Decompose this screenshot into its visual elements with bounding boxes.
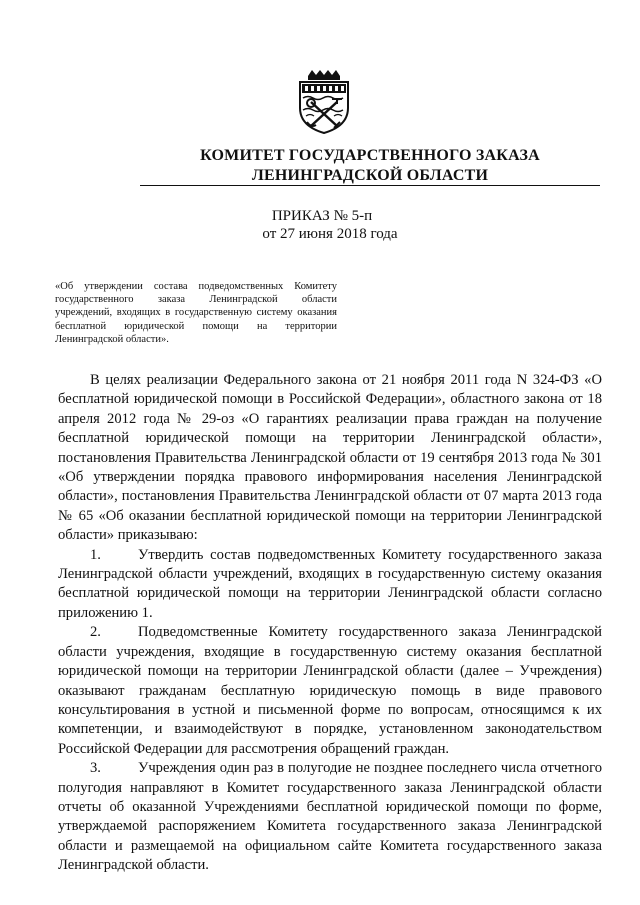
item-text: Подведомственные Комитету государственного заказа Ленинградской области учреждения, входящие в государственную систему оказания бесплатной юридической помощи на территории Ленинградской области (далее – Учреждения) оказывают гражданам бесплатную юридическую помощь в виде правового консультирования в устной и письменной форме по вопросам, относящимся к их компетенции, и взаимодействуют в порядке, установленном законодательством Российской Федерации для рассмотрения обращений граждан. xyxy=(58,624,602,757)
subject-line: бесплатной юридической помощи на территории xyxy=(55,320,337,332)
coat-of-arms-icon xyxy=(296,70,352,134)
header-divider xyxy=(140,185,600,186)
subject-line: учреждений, входящих в государственную систему оказания xyxy=(55,307,337,319)
item-number: 1. xyxy=(90,546,101,563)
order-body xyxy=(58,371,602,876)
order-item-1 xyxy=(58,546,602,624)
subject-line: государственного заказа Ленинградской области xyxy=(55,294,337,306)
order-item-3 xyxy=(58,759,602,875)
order-subject xyxy=(55,280,337,346)
subject-line: Ленинградской области». xyxy=(55,333,169,345)
order-item-2 xyxy=(58,623,602,759)
order-title: ПРИКАЗ № 5-п xyxy=(271,208,373,224)
item-number: 3. xyxy=(90,760,101,777)
item-text: Учреждения один раз в полугодие не позднее последнего числа отчетного полугодия направляют в Комитет государственного заказа Ленинградской области отчеты об оказанной Учреждениями бесплатной юридической помощи по форме, утверждаемой распоряжением Комитета государственного заказа Ленинградской области и размещаемой на официальном сайте Комитета государственного заказа Ленинградской области. xyxy=(58,760,602,874)
subject-line: «Об утверждении состава подведомственных Комитету xyxy=(55,281,337,292)
order-date: от 27 июня 2018 года xyxy=(262,226,398,242)
preamble-paragraph: В целях реализации Федерального закона от 21 ноября 2011 года N 324-ФЗ «О бесплатной юридической помощи в Российской Федерации», областного закона от 18 апреля 2012 года № 29-оз «О гарантиях реализации права граждан на получение бесплатной юридической помощи на территории Ленинградской области», постановления Правительства Ленинградской области от 19 сентября 2013 года № 301 «Об утверждении порядка правового информирования населения Ленинградской области», постановления Правительства Ленинградской области от 07 марта 2013 года № 65 «Об оказании бесплатной юридической помощи на территории Ленинградской области» приказываю: xyxy=(58,372,602,544)
organization-name-line2: ЛЕНИНГРАДСКОЙ ОБЛАСТИ xyxy=(251,167,489,184)
item-text: Утвердить состав подведомственных Комитету государственного заказа Ленинградской области учреждений, входящих в государственную систему оказания бесплатной юридической помощи на территории Ленинградской области согласно приложению 1. xyxy=(58,546,602,621)
item-number: 2. xyxy=(90,624,101,641)
organization-name-line1: КОМИТЕТ ГОСУДАРСТВЕННОГО ЗАКАЗА xyxy=(200,147,540,164)
